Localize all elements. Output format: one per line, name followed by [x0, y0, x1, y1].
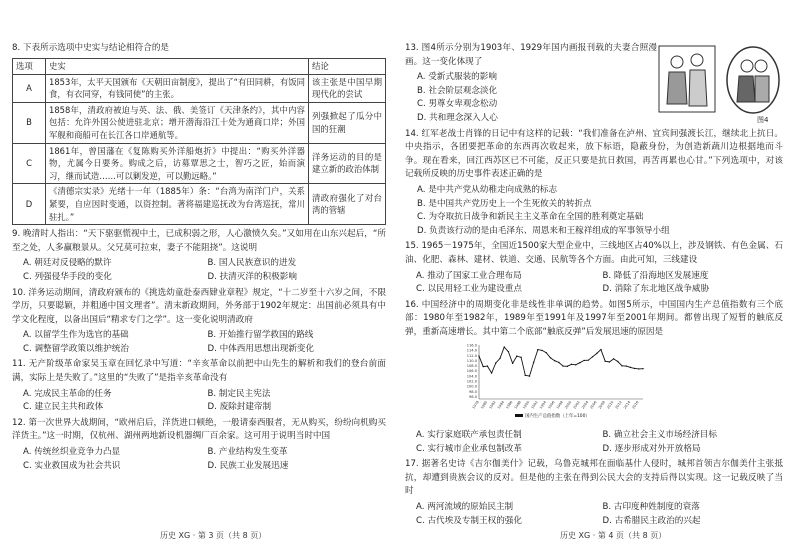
data-point	[529, 376, 530, 377]
question-9	[12, 228, 386, 255]
option-d[interactable]: D. 负责该行动的是由毛泽东、周恩来和王稼祥组成的军事领导小组	[417, 225, 670, 236]
data-point	[630, 367, 631, 368]
data-point	[483, 366, 484, 367]
x-tick-label: 1998	[555, 400, 564, 411]
question-stem: 15. 1965－1975年，全国近1500家大型企业中，三线地区占40%以上，涉及钢铁、有色金属、石油、化肥、森林、建材、铁道、交通、民航等各个方面。由此可知，三线建设	[405, 241, 783, 265]
table-cell: 1861年，曾国藩在《复陈购买外洋船炮折》中提出：“购买外洋器物，尤属今日要务。购成之后，访募覃思之士，智巧之匠，始而演习，继而试造……可以剿发逆，可以勤远略。”	[46, 143, 309, 184]
table-cell: B	[13, 102, 46, 143]
question-8	[12, 42, 386, 225]
option-d[interactable]: D. 废除封建帝制	[207, 402, 272, 413]
legend-swatch	[515, 414, 523, 417]
data-point	[634, 368, 635, 369]
option-a[interactable]: A. 受新式服装的影响	[417, 72, 497, 83]
table-cell: 1853年，太平天国颁布《天朝田亩制度》，提出了“有田同耕，有饭同食，有衣同穿，有钱同使”的主张。	[46, 74, 309, 102]
data-point	[491, 373, 492, 374]
question-stem: 9. 晚清时人指出：“天下驱驱慌视中土，已成积弱之形，人心激愤久矣。”又如用在山东兴起后，“所至之处，人多赢粮景从。父兄莫可拉束，妻子不能阻挠”。这说明	[12, 229, 386, 253]
question-16	[405, 299, 783, 340]
option-a[interactable]: A. 是中共产党从幼稚走向成熟的标志	[417, 184, 558, 195]
data-point	[508, 351, 509, 352]
y-tick-label: 106.0	[466, 369, 477, 374]
option-b[interactable]: B. 产业结构发生变革	[207, 447, 288, 458]
option-b[interactable]: B. 国人民族意识的进发	[207, 258, 297, 269]
question-stem: 13. 图4所示分别为1903年、1929年国内画报刊载的夫妻合照漫画。这一变化体现了	[405, 43, 657, 67]
option-d[interactable]: D. 逐步形成对外开放格局	[602, 443, 701, 454]
data-point	[613, 359, 614, 360]
data-point	[583, 360, 584, 361]
couple-cartoon-illustration	[657, 44, 783, 116]
left-column	[12, 42, 386, 475]
gdp-index-line-chart	[457, 341, 647, 421]
data-point	[617, 361, 618, 362]
question-stem: 8. 下表所示选项中史实与结论相符合的是	[12, 43, 170, 53]
option-b[interactable]: B. 降低了沿海地区发展速度	[602, 270, 709, 281]
question-10	[12, 287, 386, 328]
x-tick-label: 2008	[597, 400, 606, 411]
page-footer-left: 历史 XG · 第 3 页（共 8 页）	[160, 531, 267, 540]
data-point	[642, 368, 643, 369]
legend-label: 国内生产总值指数（上年=100）	[525, 414, 590, 420]
data-point	[495, 363, 496, 364]
option-a[interactable]: A. 两河流域的原始民主制	[416, 502, 514, 513]
option-b[interactable]: B. 古印度种姓制度的衰落	[602, 502, 700, 513]
x-tick-label: 1990	[522, 400, 531, 411]
option-d[interactable]: D. 中体西用思想出现新变化	[207, 343, 315, 354]
option-d[interactable]: D. 消除了东北地区战争威胁	[602, 284, 710, 295]
x-tick-label: 1984	[496, 400, 506, 411]
table-cell: 清政府强化了对台湾的管辖	[309, 184, 386, 225]
figure-5-chart	[457, 341, 647, 427]
option-d[interactable]: D. 古希腊民主政治的兴起	[602, 515, 701, 526]
question-14	[405, 128, 783, 182]
table-cell: 洋务运动的目的是建立新的政治体制	[309, 143, 386, 184]
option-d[interactable]: D. 民族工业发展迅速	[207, 460, 289, 471]
option-b[interactable]: B. 确立社会主义市场经济目标	[602, 430, 717, 441]
option-c[interactable]: C. 男尊女卑观念松动	[417, 99, 498, 110]
x-tick-label: 1994	[538, 400, 548, 411]
table-header: 史实	[46, 58, 309, 74]
x-tick-label: 1988	[513, 400, 522, 411]
table-cell: D	[13, 184, 46, 225]
question-17-options	[405, 501, 783, 528]
data-point	[596, 353, 597, 354]
data-point	[579, 363, 580, 364]
option-c[interactable]: C. 调整留学政策以维护统治	[23, 343, 129, 354]
option-c[interactable]: C. 以民用轻工业为建设重点	[416, 284, 522, 295]
x-tick-label: 2010	[606, 400, 615, 411]
question-stem: 14. 红军老战士肖锋的日记中有这样的记载：“我们准备在泸州、宜宾间强渡长江，继续北上抗日。中央指示，各团要把革命的东西再次收起来，放下标语，隐蔽身份，为创造新蔬川边根据地而斗争。现在看来，回江西苏区已不可能，反正只要是抗日救国，再苦再累也心甘。”下列选项中，对该记载所反映的历史事件表述正确的是	[405, 128, 783, 180]
data-point	[550, 358, 551, 359]
x-tick-label: 2006	[589, 400, 598, 411]
option-a[interactable]: A. 实行家庭联产承包责任制	[416, 430, 522, 441]
data-point	[609, 362, 610, 363]
data-point	[600, 349, 601, 350]
option-b[interactable]: B. 社会阶层观念淡化	[417, 85, 498, 96]
table-cell: 列强掀起了瓜分中国的狂潮	[309, 102, 386, 143]
question-12	[12, 417, 386, 444]
table-cell: 《清德宗实录》光绪十一年（1885年）条：“台湾为南洋门户，关系紧要，自应因时变通，以资控制。著将福建巡抚改为台湾巡抚，常川驻扎。”	[46, 184, 309, 225]
table-row	[13, 184, 386, 225]
data-point	[512, 363, 513, 364]
question-9-options	[12, 257, 386, 284]
question-stem: 16. 中国经济中的周期变化非是线性非单调的趋势。如图5所示，中国国内生产总值指数有三个底部：1980年至1982年，1989年至1991年及1997年至2001年期间。都曾出现了短暂的触底反弹，重新高速增长。其中第二个底部“触底反弹”后发展迅速的原因是	[405, 299, 783, 337]
data-point	[487, 366, 488, 367]
option-a[interactable]: A. 以留学生作为选官的基础	[23, 330, 129, 341]
data-point	[525, 375, 526, 376]
option-d[interactable]: D. 共和理念深入人心	[417, 112, 498, 123]
y-tick-label: 96.0	[468, 395, 477, 400]
y-tick-label: 98.0	[468, 390, 477, 395]
option-c[interactable]: C. 为夺取抗日战争和新民主主义革命在全国的胜利奠定基础	[417, 212, 644, 223]
table-cell: A	[13, 74, 46, 102]
x-tick-label: 1992	[530, 400, 539, 411]
option-a[interactable]: A. 完成民主革命的任务	[23, 388, 112, 399]
table-cell: C	[13, 143, 46, 184]
x-tick-label: 2000	[564, 400, 573, 411]
option-a[interactable]: A. 推动了国家工业合理布局	[416, 270, 522, 281]
question-12-options	[12, 446, 386, 473]
data-point	[516, 356, 517, 357]
data-point	[504, 347, 505, 348]
data-point	[499, 358, 500, 359]
page-footer-right: 历史 XG · 第 4 页（共 8 页）	[560, 531, 667, 540]
y-tick-label: 100.0	[466, 385, 477, 390]
option-c[interactable]: C. 建立民主共和政体	[23, 402, 104, 413]
x-tick-label: 1978	[471, 400, 480, 411]
data-point	[575, 365, 576, 366]
table-cell: 该主张是中国早期现代化的尝试	[309, 74, 386, 102]
data-point	[625, 366, 626, 367]
table-header: 选项	[13, 58, 46, 74]
data-point	[554, 360, 555, 361]
question-11	[12, 358, 386, 385]
x-tick-label: 1986	[505, 400, 514, 411]
x-tick-label: 2014	[622, 400, 632, 411]
question-13	[405, 42, 783, 128]
x-tick-label: 2004	[580, 400, 590, 411]
y-tick-label: 108.0	[466, 364, 477, 369]
figure-4	[657, 44, 783, 126]
option-a[interactable]: A. 传统丝织业竞争力凸显	[23, 447, 121, 458]
x-tick-label: 2016	[631, 400, 640, 411]
data-point	[592, 357, 593, 358]
question-11-options	[12, 388, 386, 415]
x-tick-label: 1996	[547, 400, 556, 411]
data-point	[537, 349, 538, 350]
table-cell: 1858年，清政府被迫与英、法、俄、美签订《天津条约》，其中内容包括：允许外国公使进驻北京；增开潜海沿江十处为通商口岸；外国军舰和商船可在长江各口岸通航等。	[46, 102, 309, 143]
question-stem: 17. 据著名史诗《吉尔伽美什》记载，乌鲁克城邦在面临基什人侵时，城邦首领吉尔伽美什主张抵抗，却遭到贵族会议的反对。但是他的主张在得到公民大会的支持后得以实现。这一记载反映了当时	[405, 459, 783, 497]
data-point	[546, 352, 547, 353]
y-tick-label: 114.0	[466, 349, 477, 354]
data-point	[567, 366, 568, 367]
right-column	[405, 42, 783, 530]
data-point	[533, 362, 534, 363]
y-tick-label: 112.0	[466, 354, 477, 359]
x-tick-label: 2002	[572, 400, 581, 411]
x-tick-label: 2012	[614, 400, 623, 411]
table-row	[13, 143, 386, 184]
y-tick-label: 104.0	[466, 374, 477, 379]
table-header-row	[13, 58, 386, 74]
y-tick-label: 116.0	[466, 343, 477, 348]
question-13-text	[405, 42, 657, 128]
data-point	[520, 357, 521, 358]
table-row	[13, 102, 386, 143]
data-point	[541, 350, 542, 351]
option-c[interactable]: C. 列强侵华手段的变化	[23, 271, 112, 282]
question-stem: 12. 第一次世界大战期间，“欧州启后，洋货进口顿绝，一般请泰西服者，无从购买，纷纷向机购买洋货主。”这一时期，仅杭州、湖州两地新设机器绸厂百余家。这可用于说明当时中国	[12, 417, 386, 442]
question-15-options	[405, 270, 783, 297]
question-10-options	[12, 329, 386, 356]
data-point	[638, 369, 639, 370]
data-point	[588, 360, 589, 361]
y-tick-label: 110.0	[466, 359, 477, 364]
option-b[interactable]: B. 开始推行留学救国的路线	[207, 330, 314, 341]
option-d[interactable]: D. 扶清灭洋的积极影响	[207, 271, 297, 282]
option-c[interactable]: C. 实行城市企业承包制改革	[416, 443, 522, 454]
data-point	[562, 366, 563, 367]
question-16-options	[405, 429, 783, 456]
y-tick-label: 102.0	[466, 379, 477, 384]
question-stem: 10. 洋务运动期间，清政府颁布的《挑选幼童赴泰西肄业章程》规定，“十二岁至十六岁之间，不限学历，只要聪颖，并粗通中国文理者”。清末新政期间，外务部于1902年规定：出国前必须具有中学文化程度，以备出国后“精求专门之学”。这一变化说明清政府	[12, 287, 386, 325]
option-c[interactable]: C. 实业救国成为社会共识	[23, 460, 121, 471]
table-row	[13, 74, 386, 102]
data-point	[621, 366, 622, 367]
x-tick-label: 1980	[479, 400, 489, 411]
question-15	[405, 240, 783, 267]
question-17	[405, 458, 783, 499]
data-point	[478, 356, 479, 357]
data-point	[571, 364, 572, 365]
figure-4-label: 图4	[757, 116, 769, 124]
data-point	[558, 362, 559, 363]
option-b[interactable]: B. 制定民主宪法	[207, 388, 271, 399]
question-stem: 11. 无产阶级革命家吴玉章在回忆录中写道：“辛亥革命以前把中山先生的解析和我们的登台前面满，实际上是失败了。”这里的“失败了”是指辛亥革命没有	[12, 359, 386, 384]
data-point	[604, 361, 605, 362]
table-header: 结论	[309, 58, 386, 74]
option-a[interactable]: A. 朝廷对反侵略的默许	[23, 258, 112, 269]
question-14-options	[405, 184, 783, 238]
x-tick-label: 1982	[488, 400, 497, 411]
facts-table	[12, 58, 386, 226]
question-13-options	[405, 71, 657, 125]
option-b[interactable]: B. 是中国共产党历史上一个生死攸关的转折点	[417, 198, 592, 209]
option-c[interactable]: C. 古代埃及专制王权的强化	[416, 515, 522, 526]
